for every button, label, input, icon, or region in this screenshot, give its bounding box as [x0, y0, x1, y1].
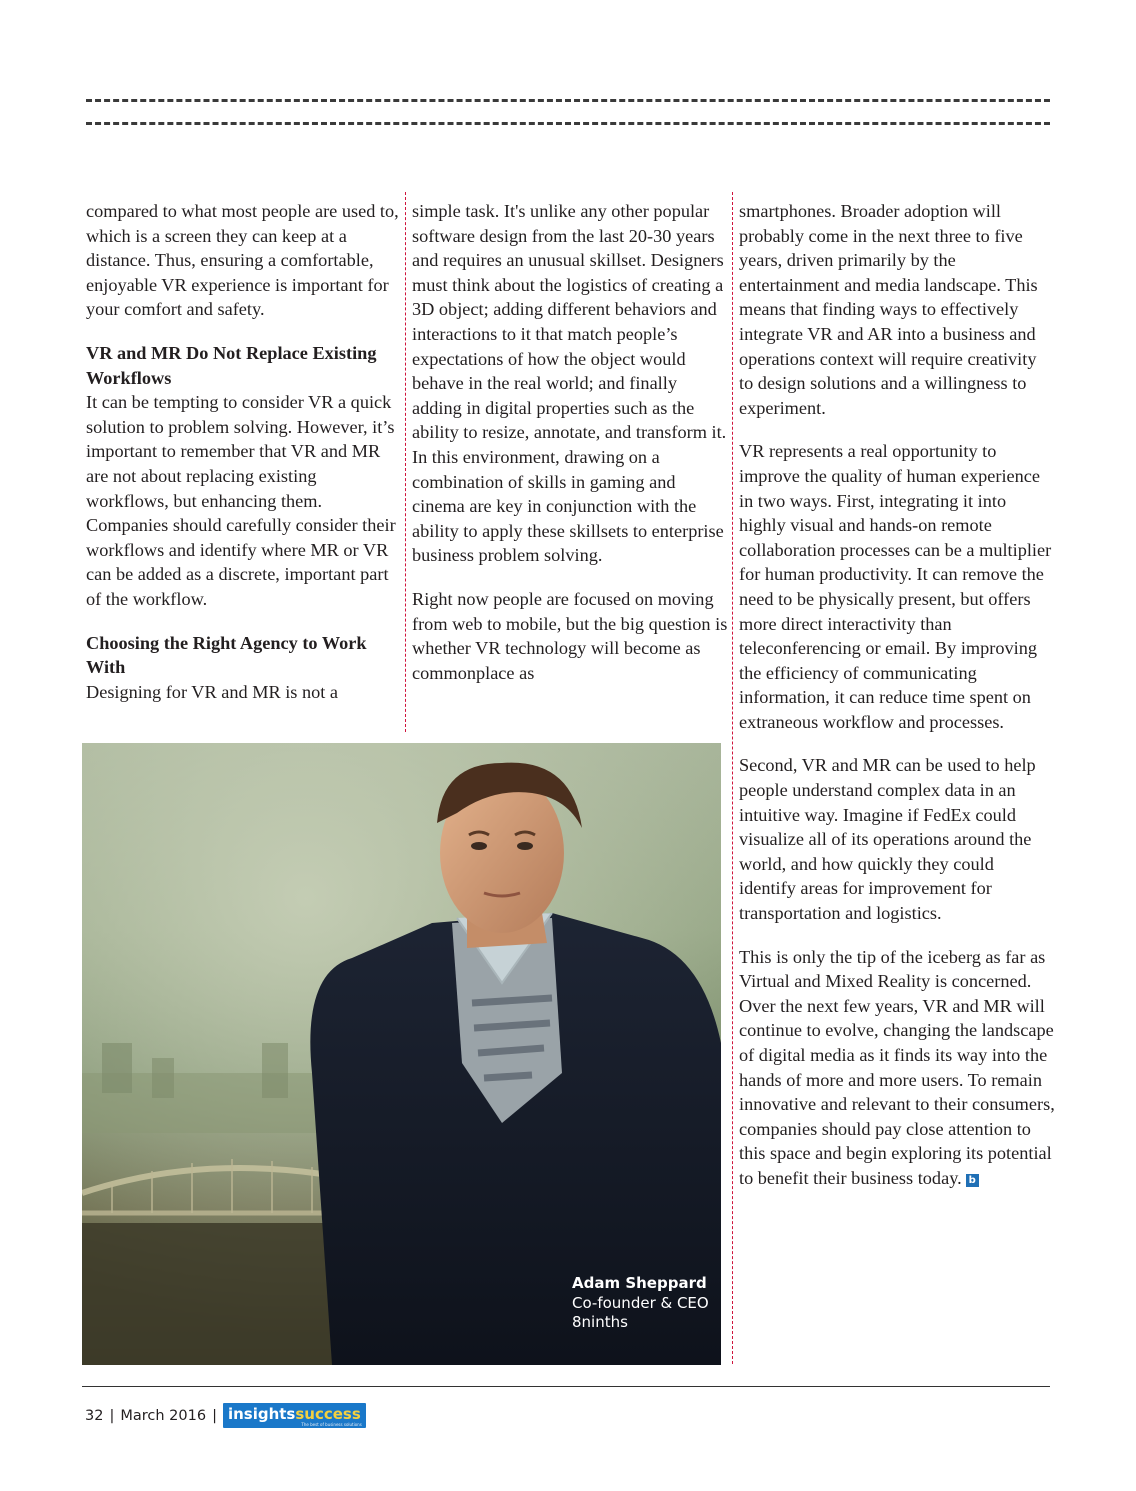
- issue-date: March 2016: [120, 1407, 207, 1424]
- footer-separator-2: |: [212, 1407, 217, 1424]
- column-separator-2: [732, 192, 733, 1364]
- end-of-article-icon: b: [966, 1174, 979, 1187]
- footer-rule: [82, 1386, 1050, 1387]
- portrait-photo: [82, 743, 721, 1365]
- paragraph: smartphones. Broader adoption will probably come in the next three to five years, driven primarily by the entertainment and media landscape. This means that finding ways to effectively integrate VR and AR into a business and operations context will require creativity to design solutions and a willingness to experiment.: [739, 201, 1038, 418]
- caption-company: 8ninths: [572, 1313, 628, 1331]
- paragraph: compared to what most people are used to, which is a screen they can keep at a distance. Thus, ensuring a comfortable, enjoyable VR experience is important for your comfort and safety.: [86, 201, 399, 320]
- section-heading: VR and MR Do Not Replace Existing Workflows: [86, 342, 377, 388]
- paragraph: Second, VR and MR can be used to help people understand complex data in an intuitive way. Imagine if FedEx could visualize all of its operations around the world, and how quickly they could identify areas for improvement for transportation and logistics.: [739, 755, 1036, 924]
- logo-text-part1: insights: [227, 1405, 296, 1423]
- logo-tagline: The best of business solutions: [301, 1422, 362, 1427]
- photo-caption: [572, 1274, 709, 1333]
- insights-success-logo: [223, 1403, 366, 1428]
- paragraph: simple task. It's unlike any other popular software design from the last 20-30 years and requires an unusual skillset. Designers must think about the logistics of creating a 3D object; adding different behaviors and interactions to it that match people’s expectations of how the object would behave in the real world; and finally adding in digital properties such as the ability to resize, annotate, and transform it. In this environment, drawing on a combination of skills in gaming and cinema are key in conjunction with the ability to apply these skillsets to enterprise business problem solving.: [412, 201, 727, 566]
- logo-text-part2: success: [295, 1405, 361, 1423]
- top-dashed-rule: [86, 99, 1050, 102]
- page-number: 32: [85, 1407, 104, 1424]
- portrait-illustration: [82, 743, 721, 1365]
- paragraph: Designing for VR and MR is not a: [86, 681, 339, 702]
- footer-separator: |: [109, 1407, 115, 1424]
- final-paragraph-text: This is only the tip of the iceberg as far as Virtual and Mixed Reality is concerned. Over the next few years, VR and MR will continue to evolve, changing the landscape of digital media as it finds its way into the hands of more and more users. To remain innovative and relevant to their consumers, companies should pay close attention to this space and begin exploring its potential to benefit their business today.: [739, 946, 1055, 1188]
- paragraph: It can be tempting to consider VR a quick solution to problem solving. However, it’s important to remember that VR and MR are not about replacing existing workflows, but enhancing them. Companies should carefully consider their workflows and identify where MR or VR can be added as a discrete, important part of the workflow.: [86, 392, 396, 609]
- article-column-2: [412, 199, 728, 704]
- article-column-1: [86, 199, 402, 723]
- caption-title: Co-founder & CEO: [572, 1293, 709, 1312]
- top-dashed-rule-2: [86, 122, 1050, 125]
- paragraph: Right now people are focused on moving from web to mobile, but the big question is whether VR technology will become as commonplace as: [412, 588, 728, 683]
- page-footer: [85, 1403, 366, 1428]
- paragraph: VR represents a real opportunity to improve the quality of human experience in two ways. First, integrating it into highly visual and hands-on remote collaboration processes can be a multiplier for human productivity. It can remove the need to be physically present, but offers more direct interactivity than teleconferencing or email. By improving the efficiency of communicating information, it can reduce time spent on extraneous workflow and processes.: [739, 441, 1052, 732]
- section-heading: Choosing the Right Agency to Work With: [86, 632, 367, 678]
- column-separator-1: [405, 192, 406, 732]
- caption-name: Adam Sheppard: [572, 1274, 707, 1292]
- paragraph: [739, 945, 1055, 1191]
- article-column-3: [739, 199, 1055, 1210]
